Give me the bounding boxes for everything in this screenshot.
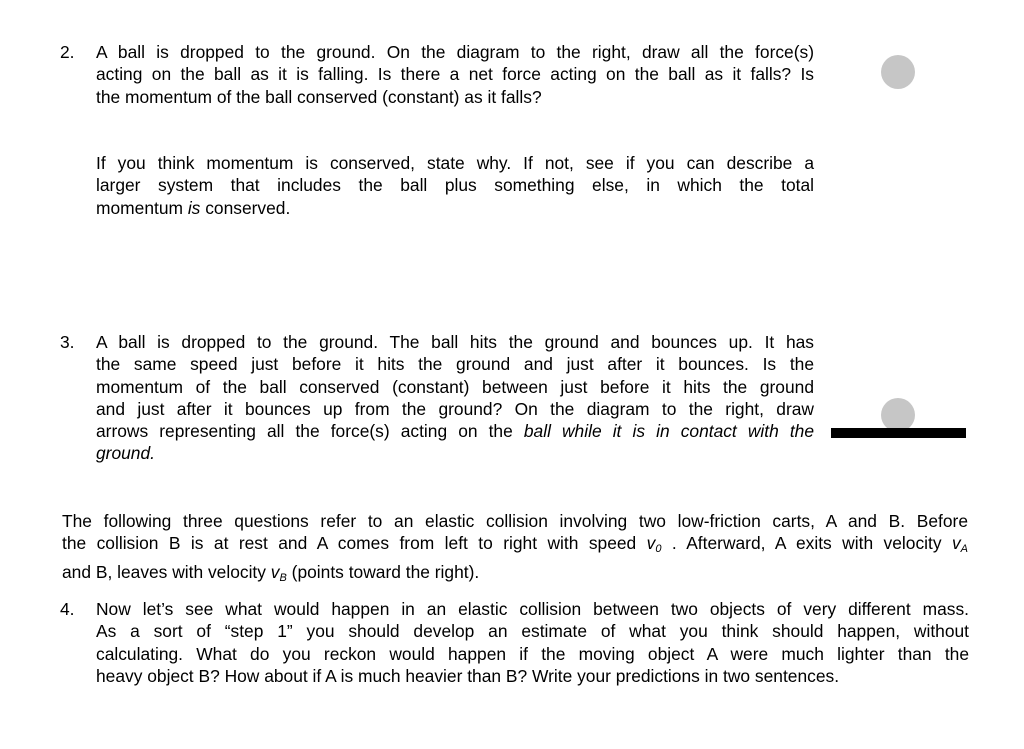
intro-line (62, 561, 968, 589)
vA-subscript: A (960, 543, 969, 556)
followup-line: larger system that includes the ball plus something else, in which the total (96, 175, 814, 196)
followup-text: conserved. (200, 197, 291, 218)
question-2-line: acting on the ball as it is falling. Is there a net force acting on the ball as it falls? Is (96, 64, 814, 85)
question-2-followup (96, 152, 814, 219)
question-4-line: calculating. What do you reckon would happen if the moving object A were much lighter than the (96, 643, 969, 664)
intro-text: . Afterward, A exits with velocity (661, 533, 952, 554)
question-2-text (96, 41, 814, 108)
intro-line: The following three questions refer to an elastic collision involving two low-friction carts, A and B. Before (62, 511, 968, 531)
vA-base: v (951, 533, 961, 554)
question-4-line: Now let’s see what would happen in an elastic collision between two objects of very different mass. (96, 599, 969, 619)
question-3-text (96, 331, 814, 465)
question-3-line: and just after it bounces up from the ground? On the diagram to the right, draw (96, 398, 814, 419)
question-3-line (96, 420, 814, 442)
question-3-text-part: arrows representing all the force(s) acting on the (96, 421, 524, 442)
question-3-line: A ball is dropped to the ground. The ball hits the ground and bounces up. It has (96, 332, 814, 352)
followup-emphasis: is (187, 197, 201, 218)
v0-subscript: 0 (655, 543, 662, 556)
intro-line (62, 532, 968, 560)
collision-intro (62, 510, 968, 589)
bouncing-ball-diagram (881, 398, 915, 432)
question-2-number: 2. (60, 42, 75, 62)
v0-symbol (646, 533, 662, 556)
question-3-line (96, 442, 814, 464)
vA-symbol (951, 533, 969, 556)
followup-line: If you think momentum is conserved, state why. If not, see if you can describe a (96, 153, 814, 173)
intro-text: (points toward the right). (286, 561, 480, 582)
question-3-emphasis: ball while it is in contact with the (523, 421, 815, 442)
vB-subscript: B (279, 571, 287, 584)
followup-line (96, 197, 814, 219)
question-2-line: A ball is dropped to the ground. On the diagram to the right, draw all the force(s) (96, 42, 814, 62)
ground-line (831, 428, 966, 438)
vB-symbol (271, 562, 287, 582)
falling-ball-diagram (881, 55, 915, 89)
vB-base: v (270, 561, 280, 582)
question-3-number: 3. (60, 332, 75, 352)
intro-text: the collision B is at rest and A comes from left to right with speed (62, 533, 647, 554)
question-3-line: momentum of the ball conserved (constant) between just before it hits the ground (96, 376, 814, 397)
question-3-emphasis: ground. (96, 443, 155, 464)
question-4-number: 4. (60, 599, 75, 619)
v0-base: v (646, 533, 656, 554)
intro-text: and B, leaves with velocity (62, 561, 271, 582)
question-4-line: As a sort of “step 1” you should develop an estimate of what you think should happen, without (96, 621, 969, 642)
followup-text: momentum (96, 197, 188, 218)
question-3-line: the same speed just before it hits the ground and just after it bounces. Is the (96, 354, 814, 375)
question-4-line: heavy object B? How about if A is much heavier than B? Write your predictions in two sentences. (96, 665, 840, 686)
question-4-text (96, 598, 969, 687)
question-2-line: the momentum of the ball conserved (constant) as it falls? (96, 86, 542, 107)
